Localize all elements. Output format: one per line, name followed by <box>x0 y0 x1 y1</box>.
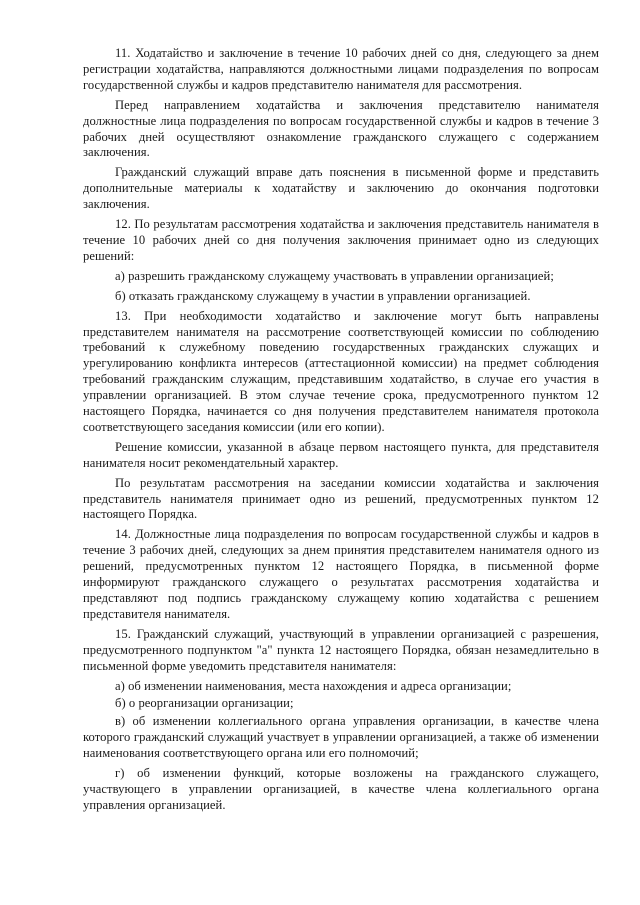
paragraph-15-item-a: а) об изменении наименования, места нахождения и адреса организации; <box>115 678 512 693</box>
paragraph-15-item-v: в) об изменении коллегиального органа управления организации, в качестве члена которого гражданский служащий участвует в управлении организацией, а также об изменении наименования соответствующего органа или его полномочий; <box>83 714 599 761</box>
paragraph-15-item-b: б) о реорганизации организации; <box>115 696 294 711</box>
document-page <box>83 46 599 818</box>
paragraph-11: 11. Ходатайство и заключение в течение 10 рабочих дней со дня, следующего за днем регистрации ходатайства, направляются должностными лицами подразделения по вопросам государственной службы и кадров представителю нанимателя для рассмотрения. <box>83 46 599 92</box>
paragraph-14: 14. Должностные лица подразделения по вопросам государственной службы и кадров в течение 3 рабочих дней, следующих за днем принятия представителем нанимателя одного из решений, предусмотренных пунктом 12 настоящего Порядка, в письменной форме информируют гражданского служащего о результатах рассмотрения ходатайства и представляют под подпись гражданскому служащему копию ходатайства с решением представителя нанимателя. <box>83 527 599 621</box>
paragraph-12: 12. По результатам рассмотрения ходатайства и заключения представитель нанимателя в течение 10 рабочих дней со дня получения заключения принимает одно из следующих решений: <box>83 217 599 263</box>
paragraph-11-familiarization: Перед направлением ходатайства и заключения представителю нанимателя должностные лица подразделения по вопросам государственной службы и кадров в течение 3 рабочих дней осуществляют ознакомление гражданского служащего с содержанием заключения. <box>83 97 599 160</box>
paragraph-13: 13. При необходимости ходатайство и заключение могут быть направлены представителем нанимателя на рассмотрение соответствующей комиссии по соблюдению требований к служебному поведению государственных гражданских служащих и урегулированию конфликта интересов (аттестационной комиссии) на предмет соблюдения требований гражданским служащим, представившим ходатайство, в случае его участия в управлении организацией. В этом случае течение срока, предусмотренного пунктом 12 настоящего Порядка, начинается со дня получения представителем нанимателя протокола соответствующего заседания комиссии (или его копии). <box>83 308 599 434</box>
paragraph-12-option-b: б) отказать гражданскому служащему в участии в управлении организацией. <box>115 288 531 303</box>
paragraph-13-result: По результатам рассмотрения на заседании комиссии ходатайства и заключения представитель нанимателя принимает одно из решений, предусмотренных пунктом 12 настоящего Порядка. <box>83 475 599 522</box>
paragraph-11-explanations: Гражданский служащий вправе дать пояснения в письменной форме и представить дополнительные материалы к ходатайству и заключению до окончания подготовки заключения. <box>83 165 599 212</box>
paragraph-13-commission-decision: Решение комиссии, указанной в абзаце первом настоящего пункта, для представителя нанимателя носит рекомендательный характер. <box>83 439 599 470</box>
paragraph-15-item-g: г) об изменении функций, которые возложены на гражданского служащего, участвующего в управлении организацией, в качестве члена коллегиального органа управления организацией. <box>83 766 599 812</box>
paragraph-12-option-a: а) разрешить гражданскому служащему участвовать в управлении организацией; <box>115 268 554 283</box>
paragraph-15: 15. Гражданский служащий, участвующий в управлении организацией с разрешения, предусмотренного подпунктом "а" пункта 12 настоящего Порядка, обязан незамедлительно в письменной форме уведомить представителя нанимателя: <box>83 626 599 673</box>
